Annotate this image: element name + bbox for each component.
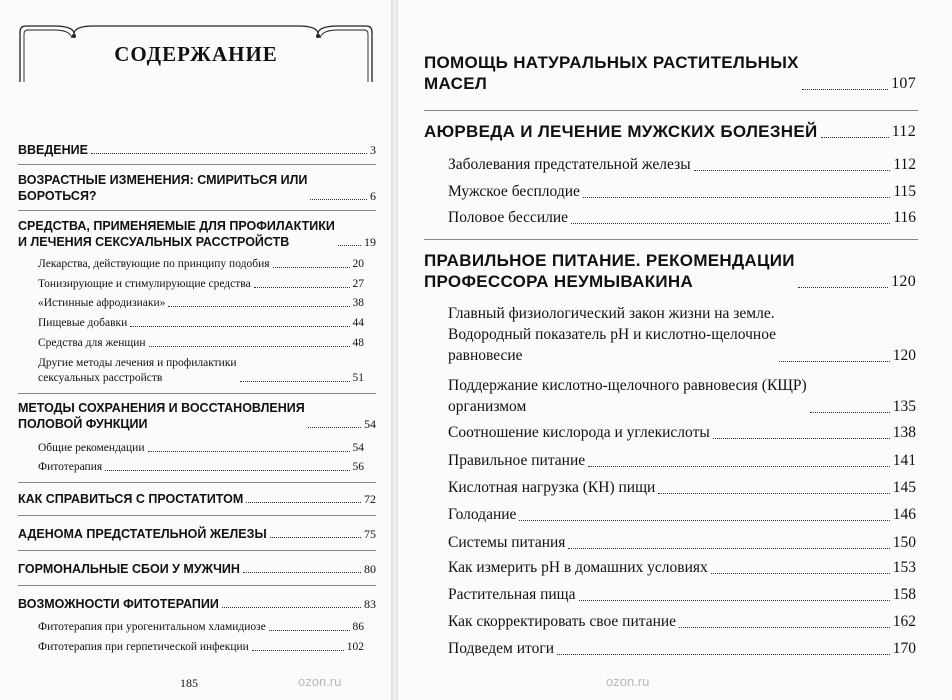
divider — [18, 515, 376, 516]
toc-subentry: Половое бессилие 116 — [448, 209, 916, 226]
toc-entry: КАК СПРАВИТЬСЯ С ПРОСТАТИТОМ 72 — [18, 492, 376, 506]
toc-subentry: Правильное питание 141 — [448, 452, 916, 469]
contents-title-frame — [14, 22, 378, 84]
toc-subentry: Фитотерапия при урогенитальном хламидиозе 86 — [38, 621, 364, 633]
divider — [18, 164, 376, 165]
toc-subentry: «Истинные афродизиаки» 38 — [38, 297, 364, 309]
divider — [18, 210, 376, 211]
toc-entry: ВВЕДЕНИЕ 3 — [18, 143, 376, 157]
toc-subentry: Главный физиологический закон жизни на земле. Водородный показатель рН и кислотно-щелочное равновесие 120 — [448, 305, 916, 364]
toc-subentry: Как скорректировать свое питание 162 — [448, 613, 916, 630]
toc-subentry: Подведем итоги 170 — [448, 640, 916, 657]
toc-entry: АДЕНОМА ПРЕДСТАТЕЛЬНОЙ ЖЕЛЕЗЫ 75 — [18, 527, 376, 541]
toc-subentry: Растительная пища 158 — [448, 586, 916, 603]
toc-subentry: Поддержание кислотно-щелочного равновесия (КЩР) организмом 135 — [448, 377, 916, 415]
toc-subentry: Голодание 146 — [448, 506, 916, 523]
divider — [18, 585, 376, 586]
toc-entry: ВОЗРАСТНЫЕ ИЗМЕНЕНИЯ: СМИРИТЬСЯ ИЛИ БОРОТЬСЯ? 6 — [18, 173, 376, 203]
page-number: 185 — [180, 676, 198, 690]
toc-entry: ПОМОЩЬ НАТУРАЛЬНЫХ РАСТИТЕЛЬНЫХ МАСЕЛ 107 — [424, 53, 916, 93]
contents-title: СОДЕРЖАНИЕ — [114, 42, 278, 66]
toc-entry: ВОЗМОЖНОСТИ ФИТОТЕРАПИИ 83 — [18, 597, 376, 611]
toc-subentry: Общие рекомендации 54 — [38, 442, 364, 454]
toc-subentry: Фитотерапия при герпетической инфекции 102 — [38, 641, 364, 653]
toc-entry: ГОРМОНАЛЬНЫЕ СБОИ У МУЖЧИН 80 — [18, 562, 376, 576]
toc-subentry: Другие методы лечения и профилактики сексуальных расстройств 51 — [38, 357, 364, 384]
watermark: ozon.ru — [606, 674, 650, 689]
toc-subentry: Фитотерапия 56 — [38, 461, 364, 473]
toc-entry: СРЕДСТВА, ПРИМЕНЯЕМЫЕ ДЛЯ ПРОФИЛАКТИКИ И ЛЕЧЕНИЯ СЕКСУАЛЬНЫХ РАССТРОЙСТВ 19 — [18, 219, 376, 249]
toc-entry: МЕТОДЫ СОХРАНЕНИЯ И ВОССТАНОВЛЕНИЯ ПОЛОВОЙ ФУНКЦИИ 54 — [18, 401, 376, 431]
divider — [18, 550, 376, 551]
divider — [424, 239, 918, 240]
toc-subentry: Заболевания предстательной железы 112 — [448, 156, 916, 173]
toc-subentry: Как измерить рН в домашних условиях 153 — [448, 559, 916, 576]
divider — [424, 110, 918, 111]
toc-subentry: Лекарства, действующие по принципу подобия 20 — [38, 258, 364, 270]
toc-subentry: Тонизирующие и стимулирующие средства 27 — [38, 278, 364, 290]
toc-subentry: Мужское бесплодие 115 — [448, 183, 916, 200]
toc-entry: ПРАВИЛЬНОЕ ПИТАНИЕ. РЕКОМЕНДАЦИИ ПРОФЕССОРА НЕУМЫВАКИНА 120 — [424, 251, 916, 291]
divider — [18, 482, 376, 483]
toc-subentry: Кислотная нагрузка (КН) пищи 145 — [448, 479, 916, 496]
watermark: ozon.ru — [298, 674, 342, 689]
toc-entry: АЮРВЕДА И ЛЕЧЕНИЕ МУЖСКИХ БОЛЕЗНЕЙ 112 — [424, 122, 916, 141]
toc-subentry: Соотношение кислорода и углекислоты 138 — [448, 424, 916, 441]
toc-subentry: Системы питания 150 — [448, 534, 916, 551]
divider — [18, 393, 376, 394]
toc-subentry: Средства для женщин 48 — [38, 337, 364, 349]
toc-subentry: Пищевые добавки 44 — [38, 317, 364, 329]
